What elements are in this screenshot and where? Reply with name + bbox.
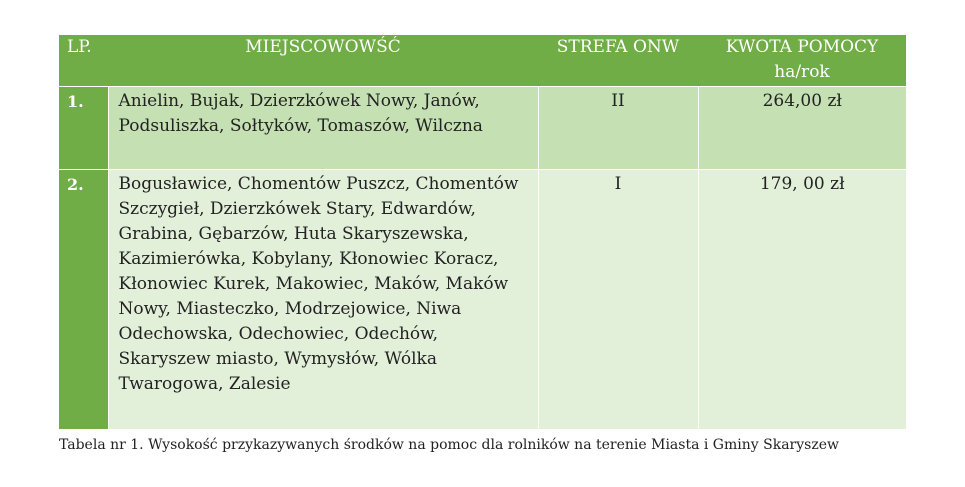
row-zone: II xyxy=(538,87,698,170)
header-lp: LP. xyxy=(59,35,108,87)
row-localities: Bogusławice, Chomentów Puszcz, Chomentów Szczygieł, Dzierzkówek Stary, Edwardów, Grabina, Gębarzów, Huta Skaryszewska, Kazimierówka, Kobylany, Kłonowiec Koracz, Kłonowiec Kurek, Makowiec, Maków, Maków Nowy, Miasteczko, Modrzejowice, Niwa Odechowska, Odechowiec, Odechów, Skaryszew miasto, Wymysłów, Wólka Twarogowa, Zalesie xyxy=(108,170,538,430)
header-kwota-line1: KWOTA POMOCY xyxy=(725,37,879,57)
table-row xyxy=(59,87,906,170)
row-amount: 264,00 zł xyxy=(698,87,906,170)
row-amount: 179, 00 zł xyxy=(698,170,906,430)
header-miejscowosc: MIEJSCOWOWŚĆ xyxy=(108,35,538,87)
row-number: 2. xyxy=(59,170,108,430)
header-kwota-line2: ha/rok xyxy=(774,62,830,82)
row-localities: Anielin, Bujak, Dzierzkówek Nowy, Janów, Podsuliszka, Sołtyków, Tomaszów, Wilczna xyxy=(108,87,538,170)
table-header-row xyxy=(59,35,906,87)
onw-support-table xyxy=(59,35,906,429)
table-row xyxy=(59,170,906,430)
row-zone: I xyxy=(538,170,698,430)
row-number: 1. xyxy=(59,87,108,170)
header-kwota xyxy=(698,35,906,87)
header-strefa: STREFA ONW xyxy=(538,35,698,87)
table-caption: Tabela nr 1. Wysokość przykazywanych środków na pomoc dla rolników na terenie Miasta i Gminy Skaryszew xyxy=(59,437,839,453)
